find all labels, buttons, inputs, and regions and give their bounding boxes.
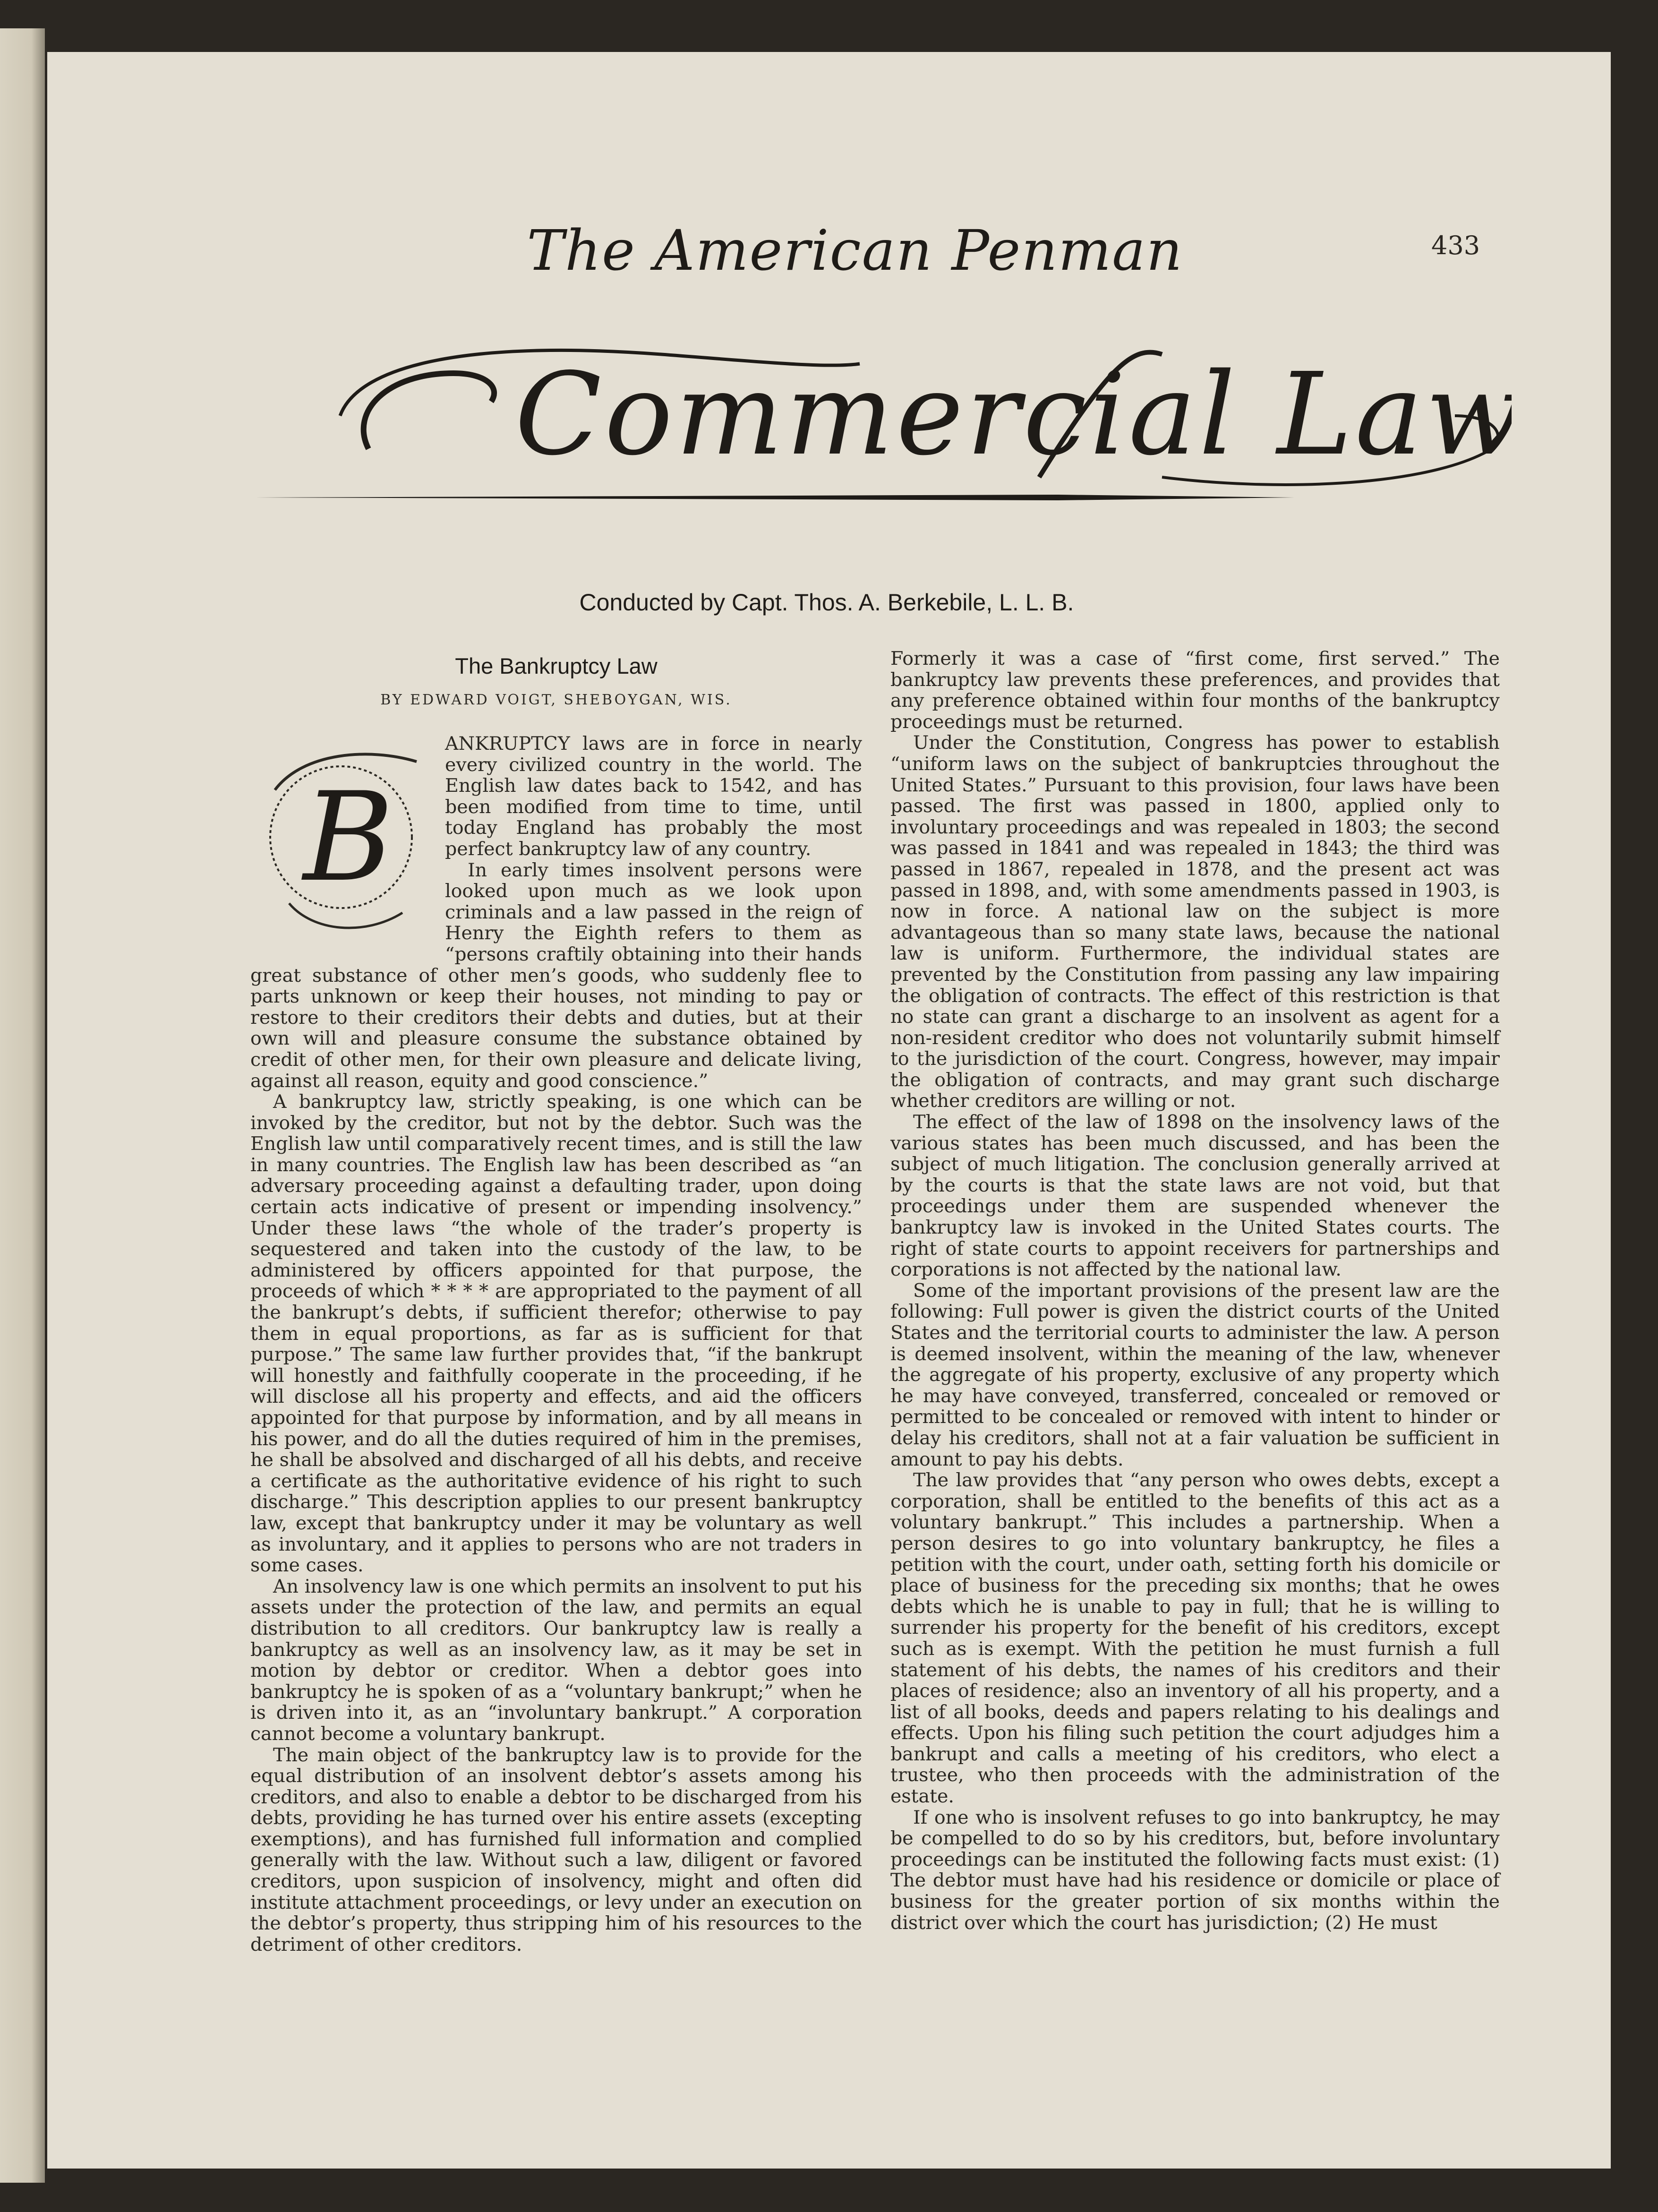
facing-page-edge [0, 28, 45, 2183]
masthead: The American Penman [527, 218, 1183, 283]
paragraph: The main object of the bankruptcy law is to provide for the equal distribution of an insolvent debtor’s assets among his creditors, and also to enable a debtor to be discharged from his debts, providing he has turned over his entire assets (excepting exemptions), and has furnished full information and complied generally with the law. Without such a law, diligent or favored creditors, upon suspicion of insolvency, might and often did institute attachment proceedings, or levy under an execution on the debtor’s property, thus stripping him of his resources to the detriment of other creditors. [250, 1744, 862, 1955]
paragraph: In early times insolvent persons were looked upon much as we look upon criminals and a law passed in the reign of Henry the Eighth refers to them as “persons craftily obtaining into their hands great substance of other men’s goods, who suddenly flee to parts unknown or keep their houses, not minding to pay or restore to their creditors their debts and duties, but at their own will and pleasure consume the substance obtained by credit of other men, for their own pleasure and delicate living, against all reason, equity and good conscience.” [250, 859, 862, 1092]
right-column [890, 648, 1500, 1933]
paragraph: The effect of the law of 1898 on the insolvency laws of the various states has been much discussed, and has been the subject of much litigation. The conclusion generally arrived at by the courts is that the state laws are not void, but that proceedings under them are suspended whenever the bankruptcy law is invoked in the United States courts. The right of state courts to appoint receivers for partnerships and corporations is not affected by the national law. [890, 1111, 1500, 1281]
paragraph: An insolvency law is one which permits an insolvent to put his assets under the protection of the law, and permits an equal distribution to all creditors. Our bankruptcy law is really a bankruptcy as well as an insolvency law, as it may be set in motion by debtor or creditor. When a debtor goes into bankruptcy he is spoken of as a “voluntary bankrupt;” when he is driven into it, as an “involuntary bankrupt.” A corporation cannot become a voluntary bankrupt. [250, 1575, 862, 1745]
article-title: The Bankruptcy Law [455, 653, 658, 678]
paragraph: ANKRUPTCY laws are in force in nearly every civilized country in the world. The English law dates back to 1542, and has been modified from time to time, until today England has probably the most perfect bankruptcy law of any country. [445, 733, 862, 860]
paragraph: The law provides that “any person who owes debts, except a corporation, shall be entitled to the benefits of this act as a voluntary bankrupt.” This includes a partnership. When a person desires to go into voluntary bankruptcy, he files a petition with the court, under oath, setting forth his domicile or place of business for the preceding six months; that he owes debts which he is unable to pay in full; that he is willing to surrender his property for the benefit of his creditors, except such as is exempt. With the petition he must furnish a full statement of his debts, the names of his creditors and their places of residence; also an inventory of all his property, and a list of all books, deeds and papers relating to his dealings and effects. Upon his filing such petition the court adjudges him a bankrupt and calls a meeting of his creditors, who elect a trustee, who then proceeds with the administration of the estate. [890, 1469, 1500, 1808]
paragraph: A bankruptcy law, strictly speaking, is one which can be invoked by the creditor, but not by the debtor. Such was the English law until comparatively recent times, and is still the law in many countries. The English law has been described as “an adversary proceeding against a defaulting trader, upon doing certain acts indicative of present or impending insolvency.” Under these laws “the whole of the trader’s property is sequestered and taken into the custody of the law, to be administered by officers appointed for that purpose, the proceeds of which * * * * are appropriated to the payment of all the bankrupt’s debts, if sufficient therefor; otherwise to pay them in equal proportions, as far as is sufficient for that purpose.” The same law further provides that, “if the bankrupt will honestly and faithfully cooperate in the proceeding, if he will disclose all his property and effects, and aid the officers appointed for that purpose by information, and by all means in his power, and do all the duties required of him in the premises, he shall be absolved and discharged of all his debts, and receive a certificate as the authoritative evidence of his right to such discharge.” This description applies to our present bankruptcy law, except that bankruptcy under it may be voluntary as well as involuntary, and it applies to persons who are not traders in some cases. [250, 1091, 862, 1577]
paragraph: If one who is insolvent refuses to go into bankruptcy, he may be compelled to do so by his creditors, but, before involuntary proceedings can be instituted the following facts must exist: (1) The debtor must have had his residence or domicile or place of business for the greater portion of six months within the district over which the court has jurisdiction; (2) He must [890, 1806, 1500, 1934]
drop-cap-letter: B [303, 766, 394, 909]
paragraph: Some of the important provisions of the present law are the following: Full power is given the district courts of the United States and the territorial courts to administer the law. A person is deemed insolvent, within the meaning of the law, whenever the aggregate of his property, exclusive of any property which he may have conveyed, transferred, concealed or removed or permitted to be concealed or removed with intent to hinder or delay his creditors, shall not at a fair valuation be sufficient in amount to pay his debts. [890, 1279, 1500, 1470]
paragraph: Formerly it was a case of “first come, first served.” The bankruptcy law prevents these preferences, and provides that any preference obtained within four months of the bankruptcy proceedings must be returned. [890, 648, 1500, 733]
section-title-text: Commercial Law [515, 348, 1512, 480]
title-underline-rule [255, 493, 1294, 502]
section-title-ornament [331, 335, 1512, 487]
left-column [250, 733, 862, 1955]
article-author: BY EDWARD VOIGT, SHEBOYGAN, WIS. [380, 692, 732, 708]
drop-cap-ornament [247, 733, 436, 955]
paragraph: Under the Constitution, Congress has power to establish “uniform laws on the subject of bankruptcies throughout the United States.” Pursuant to this provision, four laws have been passed. The first was passed in 1800, applied only to involuntary proceedings and was repealed in 1803; the second was passed in 1841 and was repealed in 1843; the third was passed in 1867, repealed in 1878, and the present act was passed in 1898, and, with some amendments passed in 1903, is now in force. A national law on the subject is more advantageous than so many state laws, because the national law is uniform. Furthermore, the individual states are prevented by the Constitution from passing any law impairing the obligation of contracts. The effect of this restriction is that no state can grant a discharge to an insolvent as agent for a non-resident creditor who does not voluntarily submit himself to the jurisdiction of the court. Congress, however, may impair the obligation of contracts, and may grant such discharge whether creditors are willing or not. [890, 732, 1500, 1112]
byline: Conducted by Capt. Thos. A. Berkebile, L. L. B. [579, 589, 1074, 616]
page-number: 433 [1431, 231, 1480, 260]
page [47, 52, 1611, 2169]
